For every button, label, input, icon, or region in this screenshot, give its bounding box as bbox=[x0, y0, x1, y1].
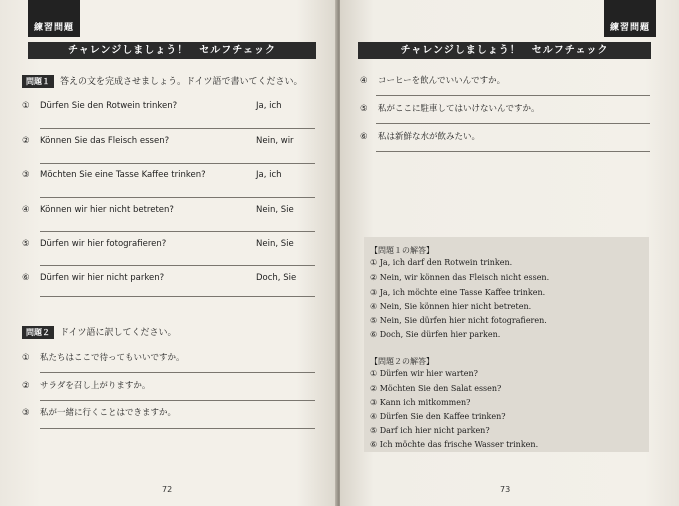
q1-hint-1: Ja, ich bbox=[256, 101, 282, 111]
section-tab: 練習問題 bbox=[28, 0, 80, 37]
q1-item-2: ② Können Sie das Fleisch essen? bbox=[22, 136, 170, 146]
q1-item-5: ⑤ Dürfen wir hier fotografieren? bbox=[22, 239, 167, 249]
question-2-header bbox=[22, 325, 177, 339]
q2-item-5: ⑤ 私がここに駐車してはいけないんですか。 bbox=[360, 104, 540, 114]
answer-line[interactable] bbox=[376, 95, 650, 96]
answer-line[interactable] bbox=[40, 197, 315, 198]
answer-2-6: ⑥ Ich möchte das frische Wasser trinken. bbox=[370, 440, 539, 449]
question-2-instruction: ドイツ語に訳してください。 bbox=[60, 328, 177, 338]
answer-line[interactable] bbox=[40, 163, 315, 164]
q1-hint-4: Nein, Sie bbox=[256, 205, 294, 215]
page-number: 72 bbox=[162, 485, 173, 494]
answer-1-3: ③ Ja, ich möchte eine Tasse Kaffee trinken. bbox=[370, 288, 546, 297]
answer-1-6: ⑥ Doch, Sie dürfen hier parken. bbox=[370, 330, 501, 339]
q1-item-3: ③ Möchten Sie eine Tasse Kaffee trinken? bbox=[22, 170, 206, 180]
answer-line[interactable] bbox=[40, 428, 315, 429]
answer-2-1: ① Dürfen wir hier warten? bbox=[370, 369, 478, 378]
answer-line[interactable] bbox=[40, 296, 315, 297]
question-1-header bbox=[22, 74, 303, 88]
q2-item-3: ③ 私が一緒に行くことはできますか。 bbox=[22, 408, 177, 418]
answers-1-title: 【問題１の解答】 bbox=[370, 246, 434, 255]
question-1-badge: 問題１ bbox=[22, 75, 54, 88]
right-page bbox=[340, 0, 679, 506]
q1-item-1: ① Dürfen Sie den Rotwein trinken? bbox=[22, 101, 178, 111]
answer-line[interactable] bbox=[40, 265, 315, 266]
answer-1-4: ④ Nein, Sie können hier nicht betreten. bbox=[370, 302, 532, 311]
page-banner: チャレンジしましょう！ セルフチェック bbox=[358, 42, 651, 59]
answer-2-4: ④ Dürfen Sie den Kaffee trinken? bbox=[370, 412, 506, 421]
question-2-badge: 問題２ bbox=[22, 326, 54, 339]
answer-1-2: ② Nein, wir können das Fleisch nicht essen. bbox=[370, 273, 550, 282]
page-number: 73 bbox=[500, 485, 511, 494]
q1-item-4: ④ Können wir hier nicht betreten? bbox=[22, 205, 174, 215]
answer-2-3: ③ Kann ich mitkommen? bbox=[370, 398, 471, 407]
left-page bbox=[0, 0, 337, 506]
section-tab: 練習問題 bbox=[604, 0, 656, 37]
q2-item-6: ⑥ 私は新鮮な水が飲みたい。 bbox=[360, 132, 481, 142]
answer-line[interactable] bbox=[40, 400, 315, 401]
q2-item-2: ② サラダを召し上がりますか。 bbox=[22, 381, 151, 391]
answer-2-5: ⑤ Darf ich hier nicht parken? bbox=[370, 426, 490, 435]
answer-line[interactable] bbox=[376, 151, 650, 152]
page-banner: チャレンジしましょう！ セルフチェック bbox=[28, 42, 316, 59]
q2-item-4: ④ コーヒーを飲んでいいんですか。 bbox=[360, 76, 506, 86]
q2-item-1: ① 私たちはここで待ってもいいですか。 bbox=[22, 353, 185, 363]
q1-hint-5: Nein, Sie bbox=[256, 239, 294, 249]
answer-line[interactable] bbox=[376, 123, 650, 124]
q1-item-6: ⑥ Dürfen wir hier nicht parken? bbox=[22, 273, 165, 283]
answer-1-5: ⑤ Nein, Sie dürfen hier nicht fotografieren. bbox=[370, 316, 547, 325]
q1-hint-2: Nein, wir bbox=[256, 136, 294, 146]
answer-2-2: ② Möchten Sie den Salat essen? bbox=[370, 384, 502, 393]
question-1-instruction: 答えの文を完成させましょう。ドイツ語で書いてください。 bbox=[60, 77, 303, 87]
q1-hint-3: Ja, ich bbox=[256, 170, 282, 180]
answer-line[interactable] bbox=[40, 128, 315, 129]
answers-2-title: 【問題２の解答】 bbox=[370, 357, 434, 366]
q1-hint-6: Doch, Sie bbox=[256, 273, 297, 283]
answer-line[interactable] bbox=[40, 372, 315, 373]
answer-1-1: ① Ja, ich darf den Rotwein trinken. bbox=[370, 258, 513, 267]
answer-line[interactable] bbox=[40, 231, 315, 232]
